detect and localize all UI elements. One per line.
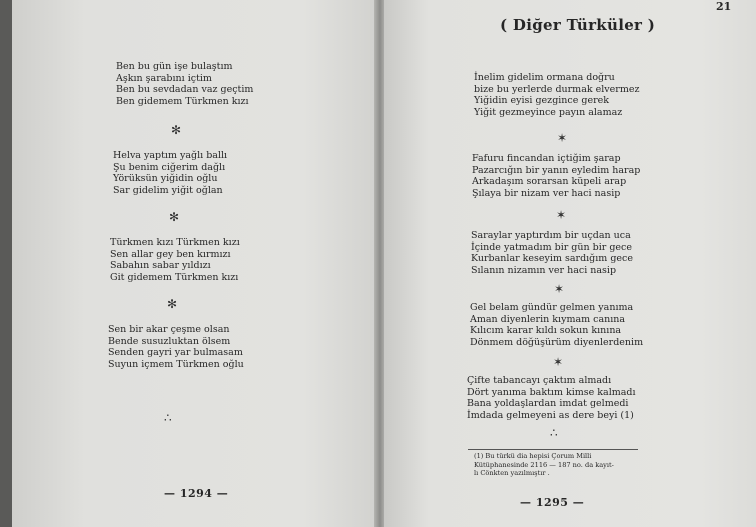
- verse-line: Kılıcım karar kıldı sokun kınına: [470, 325, 622, 337]
- left-stanza-1: [116, 61, 253, 107]
- verse-line: Ben bu gün işe bulaştım: [116, 61, 233, 72]
- left-stanza-4: [108, 324, 244, 370]
- verse-line: Dönmem döğüşürüm diyenlerdenim: [470, 336, 644, 348]
- right-stanza-3: [471, 230, 633, 276]
- verse-line: Arkadaşım sorarsan küpeli arap: [472, 176, 627, 188]
- verse-line: Yiğidin eyisi gezgince gerek: [474, 95, 610, 107]
- footnote-line: lı Cönkten yazılmıştır .: [474, 469, 550, 478]
- left-stanza-3: [110, 237, 240, 283]
- verse-line: Sabahın sabar yıldızı: [110, 260, 211, 272]
- right-stanza-4: [470, 302, 643, 348]
- verse-line: Şılaya bir nizam ver haci nasip: [472, 187, 621, 199]
- verse-line: Kurbanlar keseyim sardığım gece: [471, 253, 633, 265]
- star-ornament-icon: ✶: [554, 282, 565, 296]
- star-ornament-icon: ✶: [557, 131, 568, 145]
- footnote-line: (1) Bu türkü dia hepisi Çorum Milli: [474, 452, 592, 460]
- verse-line: Aman diyenlerin kıymam canına: [470, 313, 626, 325]
- verse-line: Ben bu sevdadan vaz geçtim: [116, 84, 254, 96]
- verse-line: Çifte tabancayı çaktım almadı: [467, 375, 612, 386]
- verse-line: Şu benim ciğerim dağlı: [113, 161, 226, 173]
- verse-line: Suyun içmem Türkmen oğlu: [108, 358, 244, 370]
- dots-ornament-icon: ∴: [550, 426, 558, 440]
- asterisk-ornament-icon: ✻: [169, 210, 180, 224]
- footnote-rule: [468, 449, 638, 450]
- verse-line: Sen bir akar çeşme olsan: [108, 324, 230, 335]
- footnote-line: Kütüphanesinde 2116 — 187 no. da kayıt-: [474, 460, 614, 469]
- verse-line: Bende susuzluktan ölsem: [108, 335, 231, 347]
- corner-number: 21: [716, 0, 732, 13]
- verse-line: Sen allar gey ben kırmızı: [110, 248, 231, 260]
- star-ornament-icon: ✶: [553, 355, 564, 369]
- asterisk-ornament-icon: ✻: [171, 123, 182, 137]
- asterisk-ornament-icon: ✻: [167, 297, 178, 311]
- verse-line: Sar gidelim yiğit oğlan: [113, 184, 223, 196]
- verse-line: Dört yanıma baktım kimse kalmadı: [467, 386, 636, 398]
- verse-line: Helva yaptım yağlı ballı: [113, 150, 228, 161]
- verse-line: Git gidemem Türkmen kızı: [110, 271, 239, 283]
- footnote: [474, 452, 614, 478]
- verse-line: Gel belam gündür gelmen yanıma: [470, 302, 634, 313]
- dots-ornament-icon: ∴: [164, 411, 172, 425]
- verse-line: Sılanın nizamın ver haci nasip: [471, 264, 617, 276]
- verse-line: Aşkın şarabını içtim: [116, 72, 212, 84]
- star-ornament-icon: ✶: [556, 208, 567, 222]
- verse-line: İnelim gidelim ormana doğru: [474, 72, 615, 83]
- right-stanza-5: [467, 375, 636, 421]
- verse-line: Yörüksün yiğidin oğlu: [113, 173, 218, 185]
- right-stanza-2: [472, 153, 640, 199]
- verse-line: Yiğit gezmeyince payın alamaz: [474, 106, 623, 118]
- verse-line: Türkmen kızı Türkmen kızı: [110, 237, 240, 248]
- verse-line: Bana yoldaşlardan imdat gelmedi: [467, 398, 629, 410]
- left-page-number: — 1294 —: [164, 487, 229, 500]
- verse-line: İçinde yatmadım bir gün bir gece: [471, 241, 632, 253]
- verse-line: Ben gidemem Türkmen kızı: [116, 95, 249, 107]
- verse-line: bize bu yerlerde durmak elvermez: [474, 83, 640, 95]
- verse-line: Fafuru fincandan içtiğim şarap: [472, 153, 621, 164]
- verse-line: Pazarcığın bir yanın eyledim harap: [472, 164, 641, 176]
- verse-line: Senden gayri yar bulmasam: [108, 347, 243, 359]
- right-stanza-1: [474, 72, 639, 118]
- page-title: ( Diğer Türküler ): [500, 16, 656, 34]
- left-stanza-2: [113, 150, 227, 196]
- verse-line: Saraylar yaptırdım bir uçdan uca: [471, 230, 631, 241]
- verse-line: İmdada gelmeyeni as dere beyi (1): [467, 409, 634, 421]
- right-page-number: — 1295 —: [520, 496, 585, 509]
